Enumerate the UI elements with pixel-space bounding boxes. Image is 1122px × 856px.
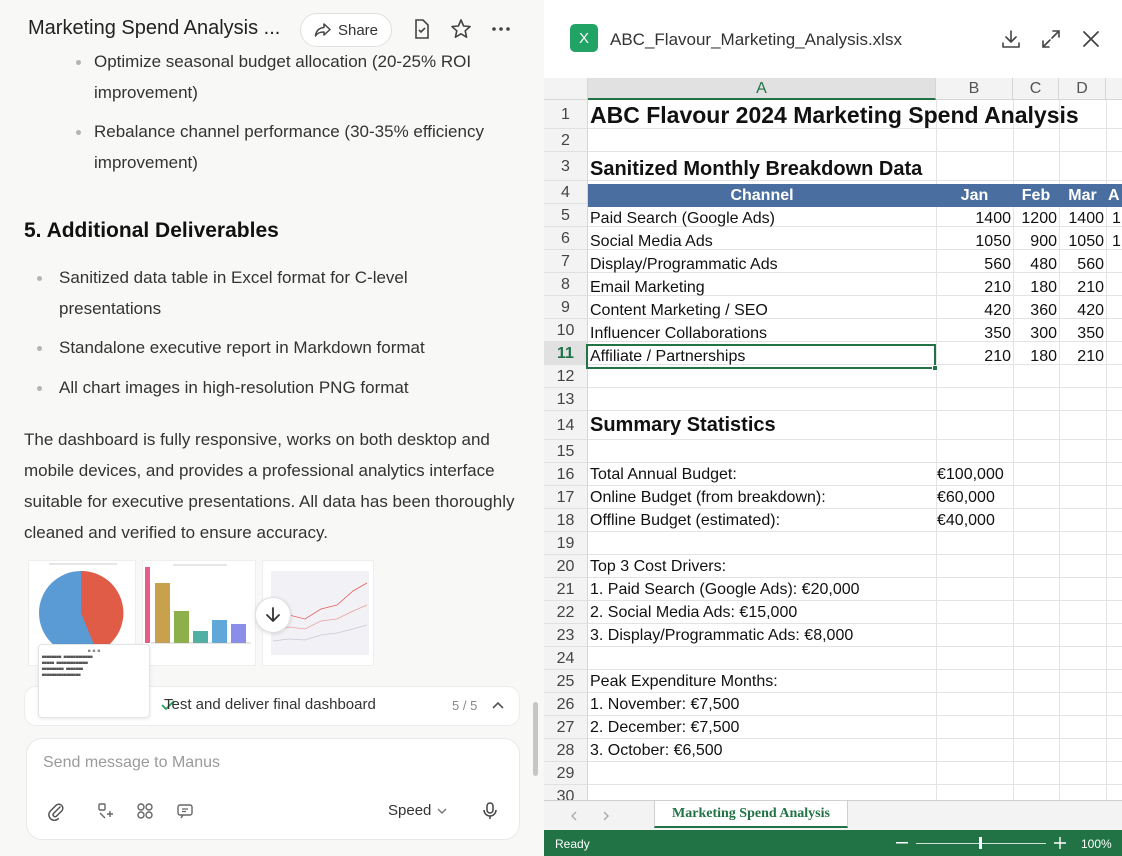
prev-sheet-icon[interactable] [570,811,578,821]
file-preview-header [544,0,1122,78]
message-input[interactable]: Send message to Manus [43,754,220,771]
feb-value-cell[interactable]: 900 [1030,233,1057,250]
task-count: 5 / 5 [452,698,478,713]
row-header[interactable]: 10 [544,319,588,342]
row-header[interactable]: 14 [544,411,588,440]
zoom-slider-thumb[interactable] [979,837,982,849]
list-item: Rebalance channel performance (30-35% efficiency improvement) [94,122,484,172]
scroll-down-button[interactable] [255,597,291,633]
star-icon[interactable] [450,18,472,40]
feb-value-cell[interactable]: 300 [1030,325,1057,342]
row-header[interactable]: 18 [544,509,588,532]
chevron-up-icon[interactable] [492,700,504,710]
status-ready: Ready [555,837,590,851]
share-button[interactable] [300,13,392,47]
header-feb[interactable]: Feb [1021,187,1051,204]
microphone-icon[interactable] [480,801,500,821]
grid-row [588,388,1122,411]
jan-value-cell[interactable]: 560 [984,256,1011,273]
mar-value-cell[interactable]: 420 [1077,302,1104,319]
row-header[interactable]: 23 [544,624,588,647]
list-item: All chart images in high-resolution PNG format [59,378,409,397]
status-bar [544,830,1122,856]
row-header[interactable]: 15 [544,440,588,463]
feb-value-cell[interactable]: 1200 [1021,210,1057,227]
expand-icon[interactable] [1040,28,1062,50]
row-header[interactable]: 26 [544,693,588,716]
selected-cell[interactable] [586,344,936,369]
summary-label[interactable]: Offline Budget (estimated): [590,512,781,529]
grid-row [588,440,1122,463]
channel-name-cell[interactable]: Influencer Collaborations [590,325,767,342]
row-header[interactable]: 19 [544,532,588,555]
download-icon[interactable] [1000,28,1022,50]
bullet-dot [37,276,42,281]
summary-value[interactable]: €100,000 [937,466,1004,483]
row-header[interactable]: 22 [544,601,588,624]
sheet-tab-bar [544,800,1122,830]
row-header[interactable]: 4 [544,181,588,204]
row-header[interactable]: 3 [544,152,588,181]
cost-driver[interactable]: 2. Social Media Ads: €15,000 [590,604,798,621]
bullet-dot [76,130,81,135]
channel-name-cell[interactable]: Email Marketing [590,279,705,296]
mar-value-cell[interactable]: 210 [1077,348,1104,365]
header-channel[interactable]: Channel [730,187,794,204]
row-header[interactable]: 28 [544,739,588,762]
apr-partial-cell[interactable]: 1 [1112,233,1121,250]
row-header[interactable]: 29 [544,762,588,785]
bullet-dot [37,346,42,351]
row-header[interactable]: 21 [544,578,588,601]
column-header-a[interactable]: A [588,78,936,100]
cost-driver[interactable]: 3. Display/Programmatic Ads: €8,000 [590,627,854,644]
feb-value-cell[interactable]: 180 [1030,279,1057,296]
arrow-down-icon [265,606,281,624]
more-icon[interactable] [490,18,512,40]
list-item: Optimize seasonal budget allocation (20-25% ROI improvement) [94,52,472,102]
share-icon [314,22,332,38]
row-header[interactable]: 13 [544,388,588,411]
terminal-thumbnail[interactable]: ■ ■ ■ ■■■■■■■■ ■■■■■■■■■■■■ ■■■■■ ■■■■■■■■■■■■■ ■■■■■■■■■ ■■■■■■■ ■■■■■■■■■■■■■■■■ [38,644,150,718]
excel-file-icon: X [570,24,598,52]
peak-month[interactable]: 3. October: €6,500 [590,742,723,759]
apr-partial-cell[interactable]: 1 [1112,210,1121,227]
grid-row [588,762,1122,785]
select-all-corner[interactable] [544,78,588,100]
channel-name-cell[interactable]: Content Marketing / SEO [590,302,768,319]
row-header[interactable]: 30 [544,785,588,800]
spreadsheet-grid[interactable] [544,78,1122,800]
jan-value-cell[interactable]: 210 [984,279,1011,296]
header-partial[interactable]: A [1108,187,1120,204]
mar-value-cell[interactable]: 1400 [1068,210,1104,227]
peak-month[interactable]: 2. December: €7,500 [590,719,740,736]
row-header[interactable]: 20 [544,555,588,578]
zoom-in-icon[interactable] [1054,837,1066,849]
mar-value-cell[interactable]: 560 [1077,256,1104,273]
row-header[interactable]: 11 [544,342,588,365]
section-heading: 5. Additional Deliverables [24,219,279,242]
mar-value-cell[interactable]: 350 [1077,325,1104,342]
next-sheet-icon[interactable] [602,811,610,821]
peak-month[interactable]: 1. November: €7,500 [590,696,740,713]
row-header[interactable]: 8 [544,273,588,296]
row-header[interactable]: 17 [544,486,588,509]
bullet-dot [76,60,81,65]
cost-drivers-title[interactable]: Top 3 Cost Drivers: [590,558,727,575]
column-header-c[interactable]: C [1013,78,1059,100]
zoom-out-icon[interactable] [896,842,908,845]
row-header[interactable]: 27 [544,716,588,739]
row-header[interactable]: 25 [544,670,588,693]
jan-value-cell[interactable]: 1400 [975,210,1011,227]
bar-chart-image [143,561,257,667]
bullet-dot [37,386,42,391]
channel-name-cell[interactable]: Social Media Ads [590,233,713,250]
column-header-b[interactable]: B [936,78,1013,100]
share-label: Share [337,21,379,39]
peak-months-title[interactable]: Peak Expenditure Months: [590,673,778,690]
summary-label[interactable]: Online Budget (from breakdown): [590,489,826,506]
jan-value-cell[interactable]: 210 [984,348,1011,365]
sheet-title[interactable]: ABC Flavour 2024 Marketing Spend Analysis [590,102,1079,128]
row-header[interactable]: 5 [544,204,588,227]
grid-row [588,532,1122,555]
file-preview-panel [544,0,1122,856]
file-icon[interactable] [410,18,432,40]
grid-row [588,785,1122,800]
summary-value[interactable]: €60,000 [937,489,995,506]
chat-panel [0,0,544,856]
summary-value[interactable]: €40,000 [937,512,995,529]
file-name: ABC_Flavour_Marketing_Analysis.xlsx [610,30,902,49]
grid-row [588,647,1122,670]
chat-icon[interactable] [175,801,195,821]
column-header-d[interactable]: D [1059,78,1106,100]
summary-paragraph: The dashboard is fully responsive, works on both desktop and mobile devices, and provides a professional analytics interface suitable for executive presentations. All data has been thoroughly cleaned and verified to ensure accuracy. [24,430,515,542]
jan-value-cell[interactable]: 420 [984,302,1011,319]
sheet-subtitle[interactable]: Sanitized Monthly Breakdown Data [590,158,923,180]
summary-label[interactable]: Total Annual Budget: [590,466,737,483]
sheet-tab[interactable]: Marketing Spend Analysis [654,801,848,828]
row-header[interactable]: 16 [544,463,588,486]
row-header[interactable]: 12 [544,365,588,388]
feb-value-cell[interactable]: 480 [1030,256,1057,273]
list-item: Sanitized data table in Excel format for C-level presentations [59,268,408,318]
chat-title[interactable]: Marketing Spend Analysis ... [28,16,281,39]
zoom-level: 100% [1081,837,1112,851]
row-header[interactable]: 24 [544,647,588,670]
header-mar[interactable]: Mar [1068,187,1097,204]
fill-handle[interactable] [932,365,938,371]
channel-name-cell[interactable]: Affiliate / Partnerships [590,348,746,365]
cost-driver[interactable]: 1. Paid Search (Google Ads): €20,000 [590,581,860,598]
list-item: Standalone executive report in Markdown format [59,338,425,357]
row-header[interactable]: 9 [544,296,588,319]
close-icon[interactable] [1080,28,1102,50]
channel-name-cell[interactable]: Paid Search (Google Ads) [590,210,775,227]
feb-value-cell[interactable]: 360 [1030,302,1057,319]
jan-value-cell[interactable]: 350 [984,325,1011,342]
chevron-down-icon [437,807,447,815]
mar-value-cell[interactable]: 1050 [1068,233,1104,250]
row-header[interactable]: 6 [544,227,588,250]
channel-name-cell[interactable]: Display/Programmatic Ads [590,256,778,273]
integrations-icon[interactable] [135,801,155,821]
chat-scrollbar[interactable] [533,702,538,776]
row-header[interactable]: 2 [544,129,588,152]
row-header[interactable]: 7 [544,250,588,273]
connector-icon[interactable] [96,801,116,821]
header-jan[interactable]: Jan [960,187,989,204]
jan-value-cell[interactable]: 1050 [975,233,1011,250]
mode-label: Speed [388,802,432,819]
mar-value-cell[interactable]: 210 [1077,279,1104,296]
feb-value-cell[interactable]: 180 [1030,348,1057,365]
grid-row [588,129,1122,152]
row-header[interactable]: 1 [544,100,588,129]
task-label: Test and deliver final dashboard [164,696,376,713]
column-header-e[interactable] [1106,78,1122,100]
bar-chart-thumbnail[interactable] [142,560,256,666]
paperclip-icon[interactable] [46,801,66,821]
mode-selector[interactable] [388,802,447,819]
summary-title[interactable]: Summary Statistics [590,414,776,436]
